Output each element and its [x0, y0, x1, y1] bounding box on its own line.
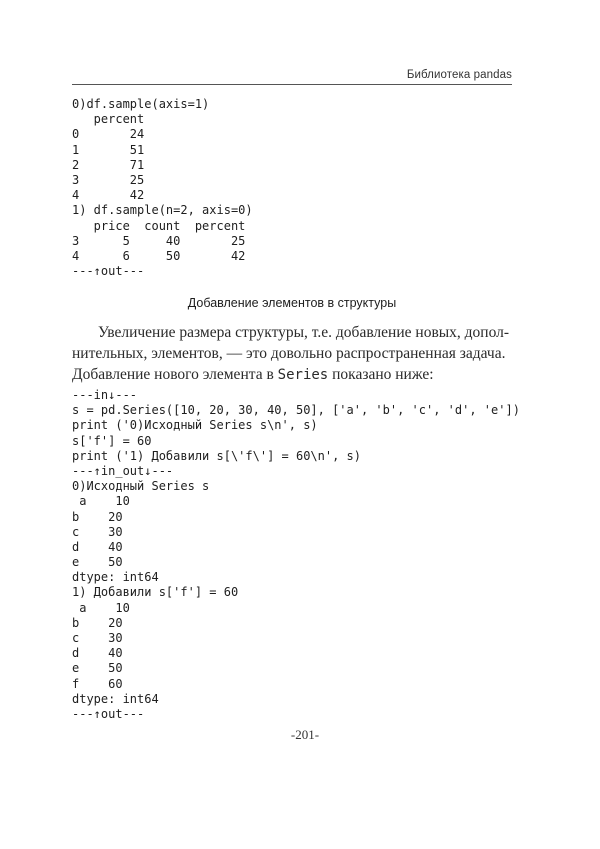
- code-line: 2 71: [72, 157, 145, 172]
- code-line: ---↑in_out↓---: [72, 463, 174, 478]
- code-line: a 10: [72, 600, 130, 615]
- code-line: 3 25: [72, 172, 145, 187]
- body-paragraph: [72, 322, 512, 386]
- code-line: dtype: int64: [72, 570, 159, 585]
- code-line: ---in↓---: [72, 388, 138, 402]
- code-line: d 40: [72, 646, 123, 661]
- page-number: -201-: [290, 727, 320, 742]
- paragraph-line: Увеличение размера структуры, т.е. добавление новых, допол-: [98, 324, 510, 341]
- paragraph-text: Добавление нового элемента в: [72, 366, 278, 383]
- code-block-sample: [72, 97, 253, 279]
- code-line: d 40: [72, 539, 123, 554]
- code-block-series-add: [72, 388, 520, 722]
- code-line: a 10: [72, 494, 130, 509]
- code-line: percent: [72, 112, 145, 127]
- code-line: 0)Исходный Series s: [72, 479, 210, 494]
- code-line: price count percent: [72, 218, 246, 233]
- section-heading: Добавление элементов в структуры: [187, 296, 397, 310]
- code-line: b 20: [72, 615, 123, 630]
- code-line: 0)df.sample(axis=1): [72, 97, 210, 111]
- code-line: print ('1) Добавили s[\'f\'] = 60\n', s): [72, 448, 361, 463]
- inline-code-series: Series: [277, 367, 329, 383]
- paragraph-line: [72, 364, 512, 386]
- paragraph-line: нительных, элементов, — это довольно распространенная задача.: [72, 345, 506, 362]
- code-line: s['f'] = 60: [72, 433, 152, 448]
- paragraph-text: показано ниже:: [328, 366, 434, 383]
- code-line: e 50: [72, 555, 123, 570]
- code-line: b 20: [72, 509, 123, 524]
- code-line: c 30: [72, 524, 123, 539]
- code-line: 1 51: [72, 142, 145, 157]
- code-line: 1) df.sample(n=2, axis=0): [72, 203, 253, 218]
- code-line: 3 5 40 25: [72, 233, 246, 248]
- code-line: print ('0)Исходный Series s\n', s): [72, 418, 318, 433]
- code-line: 4 6 50 42: [72, 248, 246, 263]
- code-line: e 50: [72, 661, 123, 676]
- code-line: c 30: [72, 631, 123, 645]
- code-line: ---↑out---: [72, 264, 145, 279]
- running-header-title: Библиотека pandas: [406, 69, 512, 81]
- code-line: dtype: int64: [72, 691, 159, 706]
- code-line: f 60: [72, 676, 123, 691]
- code-line: 4 42: [72, 188, 145, 203]
- code-line: 1) Добавили s['f'] = 60: [72, 585, 239, 600]
- code-line: s = pd.Series([10, 20, 30, 40, 50], ['a', 'b', 'c', 'd', 'e']): [72, 403, 520, 418]
- header-divider: [72, 84, 512, 85]
- code-line: ---↑out---: [72, 706, 145, 721]
- code-line: 0 24: [72, 127, 145, 142]
